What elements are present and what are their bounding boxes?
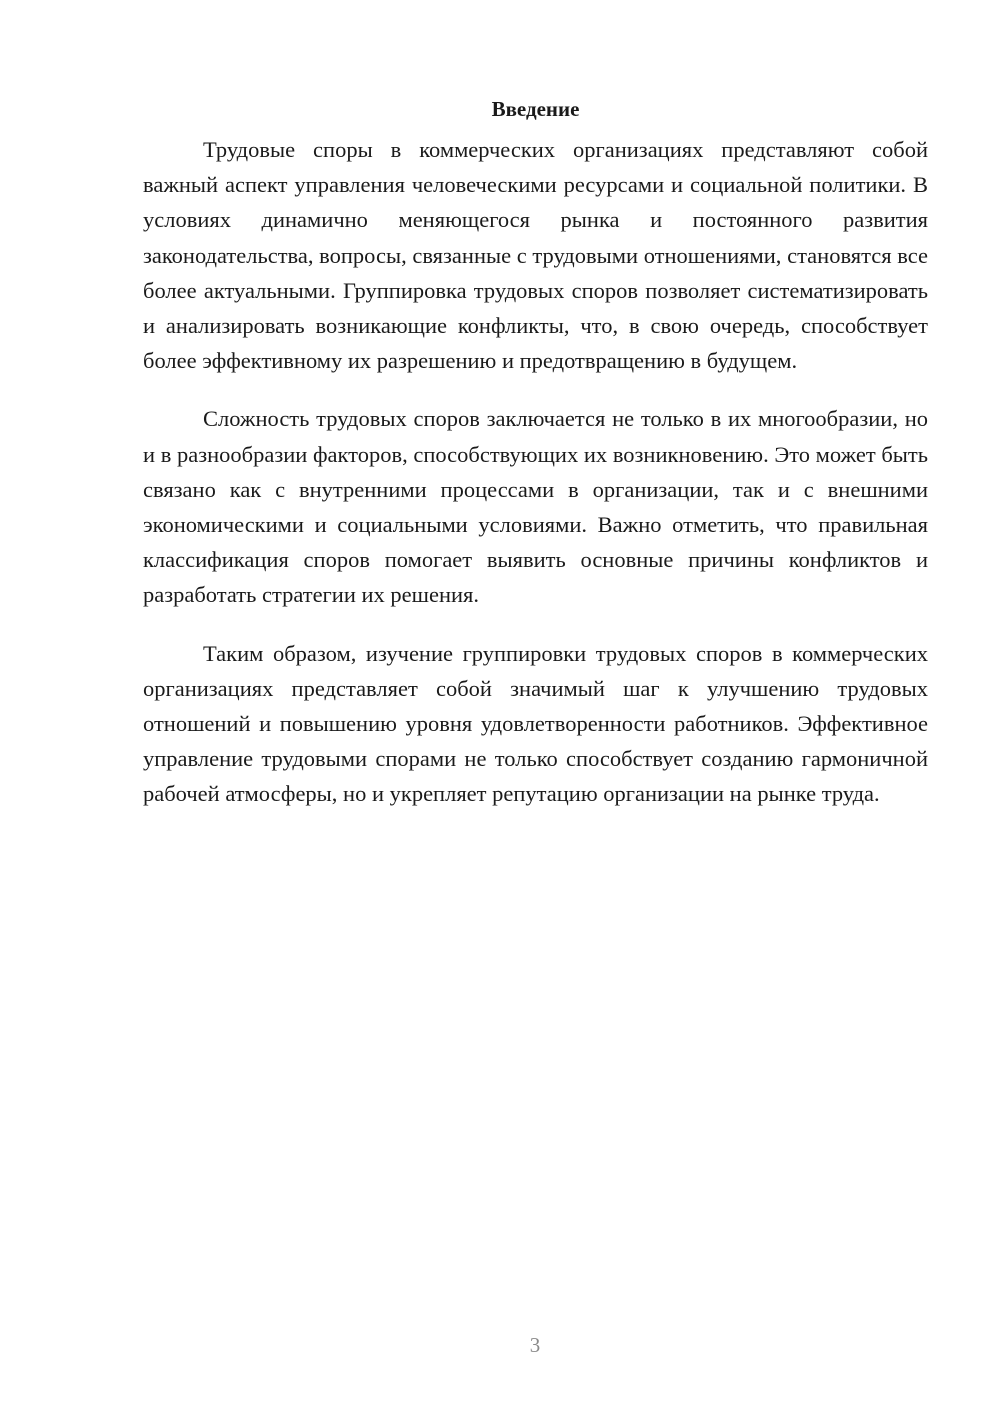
paragraph-3: Таким образом, изучение группировки трудовых споров в коммерческих организациях представляет собой значимый шаг к улучшению трудовых отношений и повышению уровня удовлетворенности работников. Эффективное управление трудовыми спорами не только способствует созданию гармоничной рабочей атмосферы, но и укрепляет репутацию организации на рынке труда.: [143, 640, 928, 807]
page-title: Введение: [491, 97, 580, 121]
page-content: [143, 92, 928, 835]
paragraph-2: Сложность трудовых споров заключается не только в их многообразии, но и в разнообразии факторов, способствующих их возникновению. Это может быть связано как с внутренними процессами в организации, так и с внешними экономическими и социальными условиями. Важно отметить, что правильная классификация споров помогает выявить основные причины конфликтов и разработать стратегии их решения.: [143, 406, 928, 608]
page-number: 3: [529, 1333, 541, 1357]
paragraph-1: Трудовые споры в коммерческих организациях представляют собой важный аспект управления человеческими ресурсами и социальной политики. В условиях динамично меняющегося рынка и постоянного развития законодательства, вопросы, связанные с трудовыми отношениями, становятся все более актуальными. Группировка трудовых споров позволяет систематизировать и анализировать возникающие конфликты, что, в свою очередь, способствует более эффективному их разрешению и предотвращению в будущем.: [143, 137, 928, 374]
